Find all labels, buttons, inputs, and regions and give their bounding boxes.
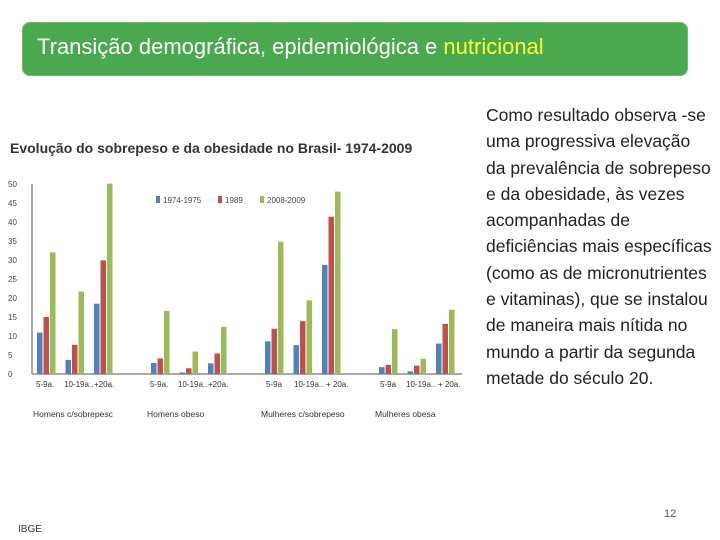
bar <box>436 344 442 374</box>
bar <box>379 367 385 374</box>
y-tick-label: 0 <box>8 370 13 379</box>
bar <box>335 192 341 374</box>
slide-title-main: Transição demográfica, epidemiológica e <box>37 34 444 59</box>
group-label: Homens c/sobrepesc <box>33 409 113 419</box>
group-label: Mulheres obesa <box>375 409 436 419</box>
bar <box>94 304 100 374</box>
x-tick-label: + 20a. <box>326 380 349 389</box>
legend-swatch <box>156 196 160 203</box>
bar <box>193 352 199 374</box>
bar <box>322 265 328 374</box>
bar <box>180 372 186 374</box>
bar <box>449 310 455 374</box>
bar <box>158 358 164 374</box>
bar <box>265 341 271 374</box>
y-tick-label: 30 <box>8 256 17 265</box>
page-number: 12 <box>664 508 677 520</box>
x-tick-label: 10-19a.. <box>64 380 94 389</box>
bar <box>408 371 414 374</box>
legend-label: 1974-1975 <box>163 196 202 205</box>
bar <box>107 184 113 374</box>
chart-title: Evolução do sobrepeso e da obesidade no Brasil- 1974-2009 <box>10 140 413 156</box>
bar <box>151 363 157 374</box>
legend-swatch <box>218 196 222 203</box>
bar <box>392 329 398 374</box>
bar <box>186 368 192 374</box>
y-tick-label: 10 <box>8 332 17 341</box>
y-tick-label: 15 <box>8 313 17 322</box>
x-tick-label: 10-19a.. <box>406 380 436 389</box>
x-tick-label: + 20a. <box>438 380 461 389</box>
legend-label: 2008-2009 <box>267 196 306 205</box>
y-tick-label: 25 <box>8 275 17 284</box>
y-tick-label: 5 <box>8 351 13 360</box>
obesity-bar-chart <box>0 170 470 470</box>
side-paragraph: Como resultado observa -se uma progressiva elevação da prevalência de sobrepeso e da obesidade, às vezes acompanhadas de deficiências mais específicas (como as de micronutrientes e vitaminas), que se instalou de maneira mais nítida no mundo a partir da segunda metade do século 20. <box>486 105 712 388</box>
y-tick-label: 20 <box>8 294 17 303</box>
bar <box>37 333 43 374</box>
bar <box>208 363 214 374</box>
bar <box>307 300 313 374</box>
bar <box>66 360 72 374</box>
x-tick-label: 5-9a. <box>150 380 169 389</box>
bar <box>278 242 284 374</box>
bar <box>72 345 78 374</box>
x-tick-label: 5-9a. <box>36 380 55 389</box>
legend-label: 1989 <box>225 196 243 205</box>
title-bar <box>22 22 688 76</box>
bar <box>272 329 278 374</box>
bar <box>300 321 306 374</box>
group-label: Mulheres c/sobrepeso <box>261 409 345 419</box>
bar <box>329 217 335 374</box>
bar <box>386 365 392 374</box>
y-tick-label: 45 <box>8 199 17 208</box>
y-tick-label: 40 <box>8 218 17 227</box>
group-label: Homens obeso <box>147 409 205 419</box>
bar <box>294 345 300 374</box>
bar <box>421 359 427 374</box>
bar <box>443 324 449 374</box>
bar <box>101 260 107 374</box>
slide-title <box>37 34 544 60</box>
x-tick-label: +20a. <box>94 380 115 389</box>
x-tick-label: 10-19a.. <box>294 380 324 389</box>
y-tick-label: 50 <box>8 180 17 189</box>
x-tick-label: 5-9a <box>380 380 397 389</box>
legend-swatch <box>260 196 264 203</box>
bar <box>79 292 85 374</box>
bar <box>221 327 227 374</box>
x-tick-label: 10-19a.. <box>178 380 208 389</box>
bar <box>164 311 170 374</box>
bar <box>215 353 221 374</box>
x-tick-label: 5-9a <box>266 380 283 389</box>
x-tick-label: +20a. <box>208 380 229 389</box>
bar <box>44 317 50 374</box>
bar <box>50 252 56 374</box>
slide-title-accent: nutricional <box>443 34 544 59</box>
bar <box>414 366 420 374</box>
y-tick-label: 35 <box>8 237 17 246</box>
source-label: IBGE <box>18 524 42 535</box>
